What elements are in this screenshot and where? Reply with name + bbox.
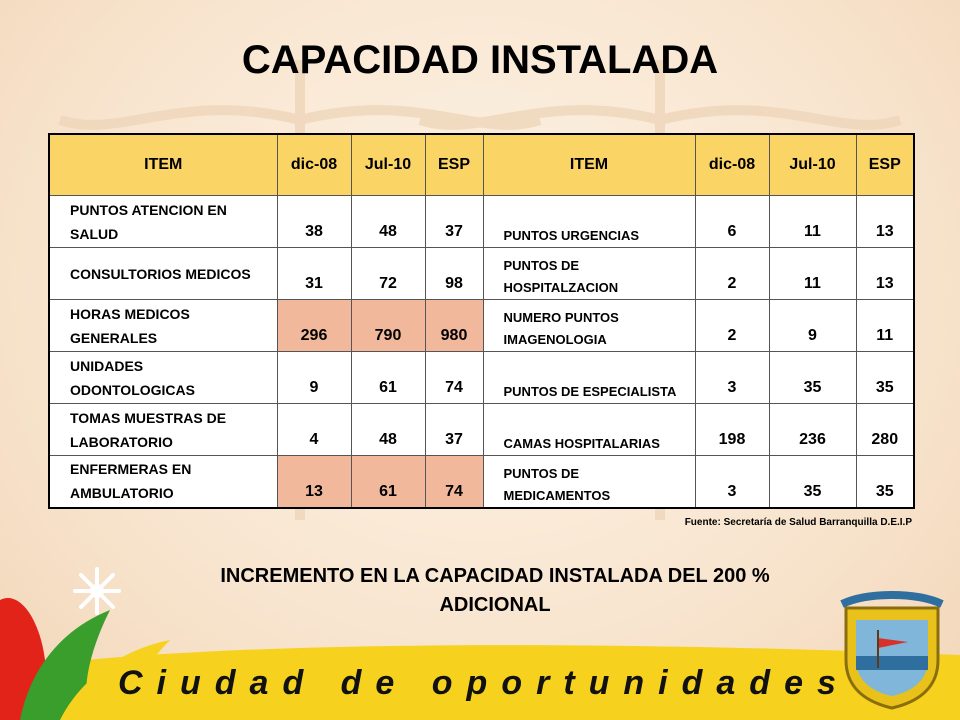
left-esp-value: 74 bbox=[425, 456, 483, 508]
right-esp-value: 35 bbox=[856, 352, 914, 404]
table-row bbox=[49, 456, 914, 508]
table-row bbox=[49, 352, 914, 404]
right-item-label: PUNTOS DE MEDICAMENTOS bbox=[483, 456, 695, 508]
increment-line-2: ADICIONAL bbox=[439, 594, 551, 616]
left-esp-value: 980 bbox=[425, 300, 483, 352]
left-item-label: TOMAS MUESTRAS DE LABORATORIO bbox=[49, 404, 277, 456]
left-esp-value: 37 bbox=[425, 196, 483, 248]
left-jul10-value: 790 bbox=[351, 300, 425, 352]
source-note: Fuente: Secretaría de Salud Barranquilla D.E.I.P bbox=[684, 517, 912, 528]
right-jul10-value: 35 bbox=[769, 352, 856, 404]
right-esp-value: 35 bbox=[856, 456, 914, 508]
left-item-label: CONSULTORIOS MEDICOS bbox=[49, 248, 277, 300]
left-item-label: PUNTOS ATENCION EN SALUD bbox=[49, 196, 277, 248]
right-jul10-value: 236 bbox=[769, 404, 856, 456]
header-item-right: ITEM bbox=[483, 134, 695, 196]
left-dic08-value: 9 bbox=[277, 352, 351, 404]
city-emblem-icon bbox=[838, 590, 946, 710]
right-item-label: CAMAS HOSPITALARIAS bbox=[483, 404, 695, 456]
left-jul10-value: 48 bbox=[351, 196, 425, 248]
table-header-row bbox=[49, 134, 914, 196]
left-jul10-value: 61 bbox=[351, 456, 425, 508]
right-dic08-value: 3 bbox=[695, 456, 769, 508]
right-dic08-value: 3 bbox=[695, 352, 769, 404]
left-esp-value: 74 bbox=[425, 352, 483, 404]
left-dic08-value: 13 bbox=[277, 456, 351, 508]
table-row bbox=[49, 196, 914, 248]
right-dic08-value: 2 bbox=[695, 248, 769, 300]
header-jul10-right: Jul-10 bbox=[769, 134, 856, 196]
right-jul10-value: 9 bbox=[769, 300, 856, 352]
right-esp-value: 13 bbox=[856, 248, 914, 300]
left-jul10-value: 48 bbox=[351, 404, 425, 456]
starburst-icon bbox=[72, 566, 122, 616]
right-dic08-value: 198 bbox=[695, 404, 769, 456]
right-item-label: PUNTOS DE HOSPITALZACION bbox=[483, 248, 695, 300]
left-esp-value: 98 bbox=[425, 248, 483, 300]
left-dic08-value: 4 bbox=[277, 404, 351, 456]
left-item-label: HORAS MEDICOS GENERALES bbox=[49, 300, 277, 352]
header-esp-left: ESP bbox=[425, 134, 483, 196]
table-row bbox=[49, 248, 914, 300]
header-esp-right: ESP bbox=[856, 134, 914, 196]
header-jul10-left: Jul-10 bbox=[351, 134, 425, 196]
header-item-left: ITEM bbox=[49, 134, 277, 196]
increment-line-1: INCREMENTO EN LA CAPACIDAD INSTALADA DEL 200 % bbox=[220, 565, 770, 587]
slide-title: CAPACIDAD INSTALADA bbox=[241, 38, 719, 82]
right-item-label: PUNTOS URGENCIAS bbox=[483, 196, 695, 248]
header-dic08-right: dic-08 bbox=[695, 134, 769, 196]
right-jul10-value: 35 bbox=[769, 456, 856, 508]
header-dic08-left: dic-08 bbox=[277, 134, 351, 196]
left-dic08-value: 31 bbox=[277, 248, 351, 300]
right-dic08-value: 2 bbox=[695, 300, 769, 352]
right-esp-value: 11 bbox=[856, 300, 914, 352]
table-row bbox=[49, 404, 914, 456]
right-dic08-value: 6 bbox=[695, 196, 769, 248]
left-item-label: UNIDADES ODONTOLOGICAS bbox=[49, 352, 277, 404]
left-jul10-value: 61 bbox=[351, 352, 425, 404]
left-dic08-value: 296 bbox=[277, 300, 351, 352]
table-row bbox=[49, 300, 914, 352]
left-esp-value: 37 bbox=[425, 404, 483, 456]
right-item-label: NUMERO PUNTOS IMAGENOLOGIA bbox=[483, 300, 695, 352]
right-esp-value: 280 bbox=[856, 404, 914, 456]
left-jul10-value: 72 bbox=[351, 248, 425, 300]
left-dic08-value: 38 bbox=[277, 196, 351, 248]
right-jul10-value: 11 bbox=[769, 196, 856, 248]
right-esp-value: 13 bbox=[856, 196, 914, 248]
left-item-label: ENFERMERAS EN AMBULATORIO bbox=[49, 456, 277, 508]
slogan-text: Ciudad de oportunidades bbox=[118, 664, 850, 702]
right-item-label: PUNTOS DE ESPECIALISTA bbox=[483, 352, 695, 404]
right-jul10-value: 11 bbox=[769, 248, 856, 300]
capacity-table bbox=[48, 133, 915, 509]
